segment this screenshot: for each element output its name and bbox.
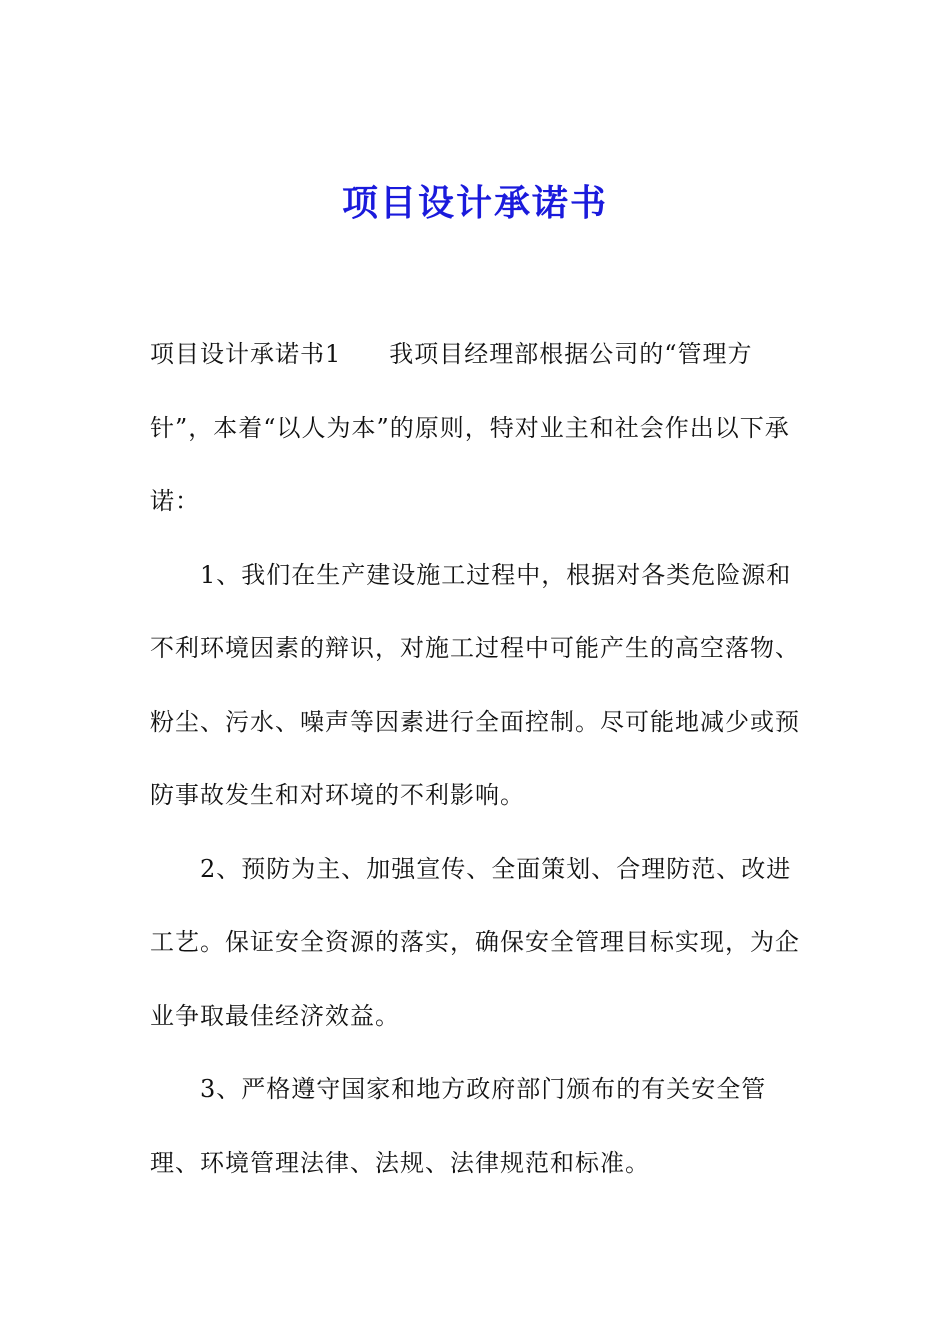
document-body <box>150 318 805 1200</box>
intro-paragraph <box>150 318 805 539</box>
intro-heading: 项目设计承诺书1 <box>150 340 342 368</box>
paragraph-3: 3、严格遵守国家和地方政府部门颁布的有关安全管理、环境管理法律、法规、法律规范和标准。 <box>150 1075 767 1177</box>
intro-text: 我项目经理部根据公司的“管理方针”，本着“以人为本”的原则，特对业主和社会作出以下承诺： <box>150 340 790 515</box>
paragraph-1: 1、我们在生产建设施工过程中，根据对各类危险源和不利环境因素的辩识，对施工过程中可能产生的高空落物、粉尘、污水、噪声等因素进行全面控制。尽可能地减少或预防事故发生和对环境的不利影响。 <box>150 560 800 809</box>
paragraph-2: 2、预防为主、加强宣传、全面策划、合理防范、改进工艺。保证安全资源的落实，确保安全管理目标实现，为企业争取最佳经济效益。 <box>150 854 800 1030</box>
document-title: 项目设计承诺书 <box>341 182 608 224</box>
